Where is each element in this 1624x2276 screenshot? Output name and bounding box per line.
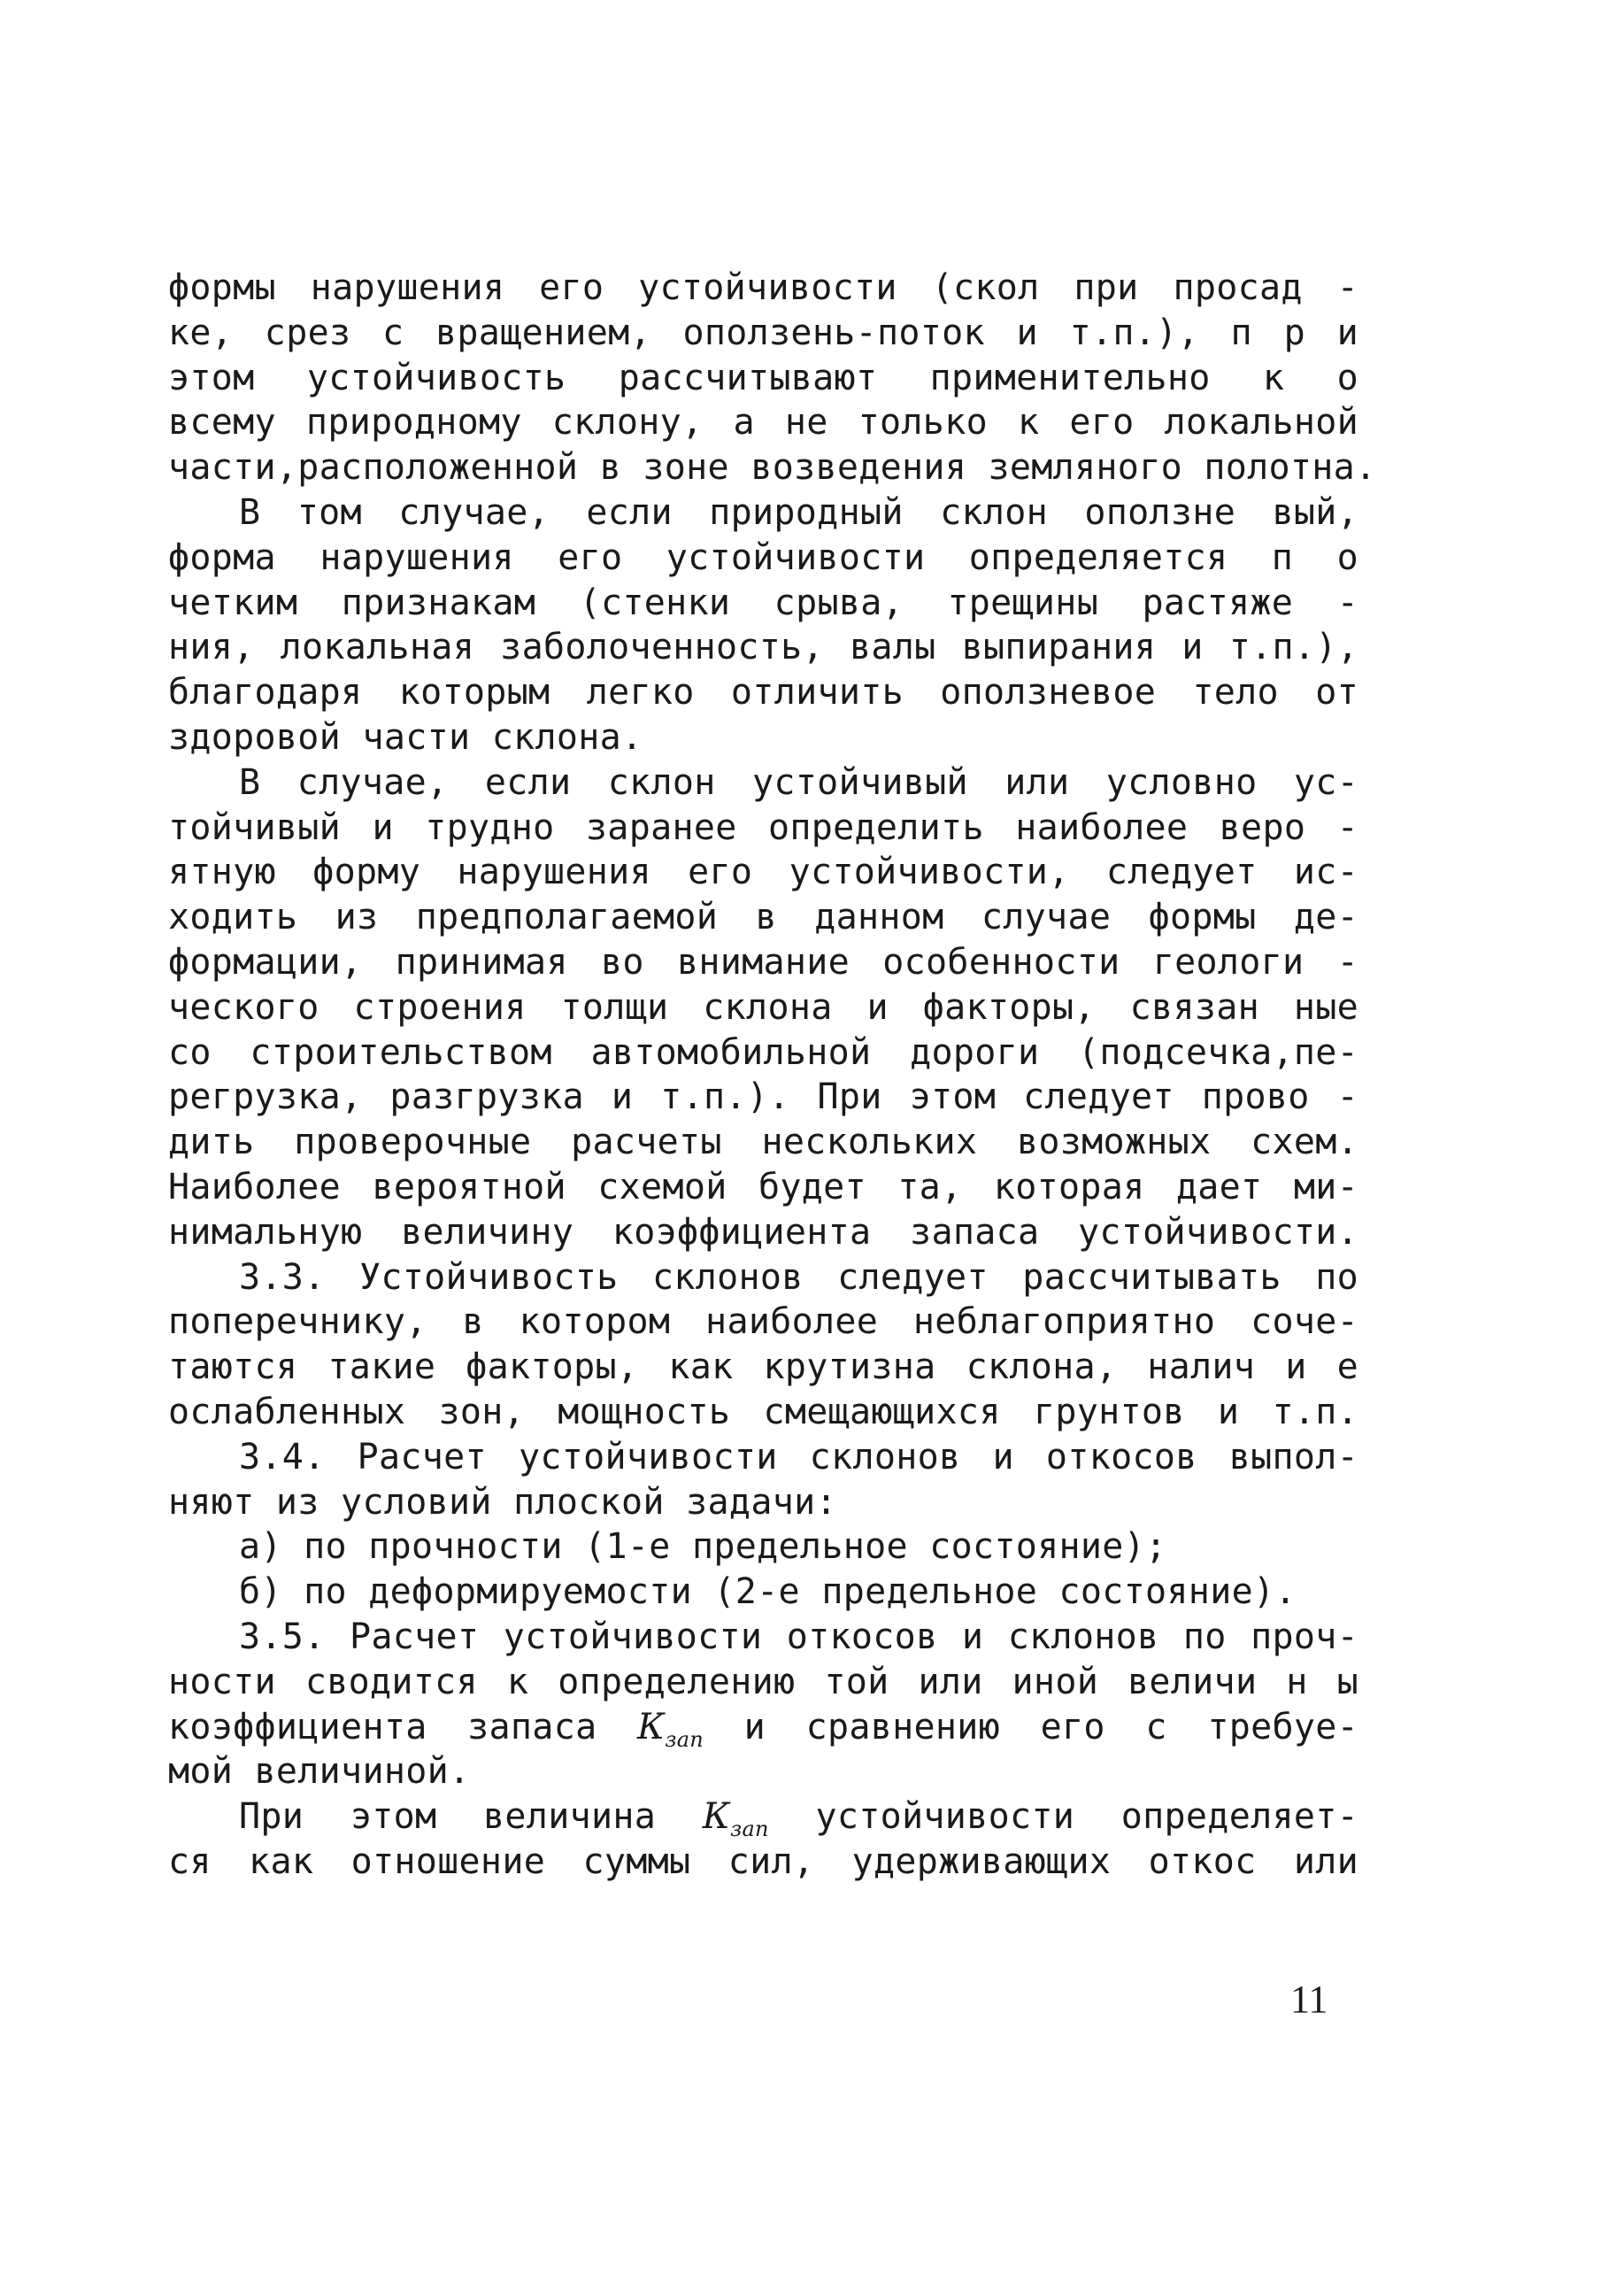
text-line: В том случае, если природный склон оползне вый, bbox=[239, 491, 1358, 533]
text-line: мой величиной. bbox=[168, 1751, 471, 1793]
text-line: здоровой части склона. bbox=[168, 716, 643, 758]
text-line: ся как отношение суммы сил, удерживающих откос или bbox=[168, 1840, 1358, 1882]
text-line: четким признакам (стенки срыва, трещины растяже - bbox=[168, 582, 1358, 623]
text-line: поперечнику, в котором наиболее неблагоприятно соче- bbox=[168, 1301, 1358, 1343]
text-line: ходить из предполагаемой в данном случае формы де- bbox=[168, 897, 1358, 938]
text-line: этом устойчивость рассчитывают применительно к о bbox=[168, 357, 1358, 398]
text-line: Наиболее вероятной схемой будет та, которая дает ми- bbox=[168, 1166, 1358, 1207]
text-line: нимальную величину коэффициента запаса устойчивости. bbox=[168, 1211, 1358, 1253]
k-zap-symbol bbox=[702, 1796, 769, 1842]
text-fragment: При этом величина bbox=[239, 1796, 703, 1838]
text-line: ности сводится к определению той или иной величи н ы bbox=[168, 1661, 1358, 1702]
list-item: а) по прочности (1-е предельное состояние); bbox=[239, 1526, 1167, 1568]
text-line bbox=[168, 1794, 1358, 1840]
text-fragment: коэффициента запаса bbox=[168, 1706, 638, 1748]
text-line: всему природному склону, а не только к его локальной bbox=[168, 402, 1358, 444]
text-line: дить проверочные расчеты нескольких возможных схем. bbox=[168, 1122, 1358, 1163]
text-line: ния, локальная заболоченность, валы выпирания и т.п.), bbox=[168, 627, 1358, 668]
text-line bbox=[168, 1705, 1358, 1750]
k-zap-symbol bbox=[637, 1706, 704, 1752]
text-line: 3.5. Расчет устойчивости откосов и склонов по проч- bbox=[239, 1616, 1358, 1657]
text-line: 3.3. Устойчивость склонов следует рассчитывать по bbox=[239, 1256, 1358, 1298]
text-line: ческого строения толщи склона и факторы, связан ные bbox=[168, 986, 1358, 1028]
text-line: формации, принимая во внимание особенности геологи - bbox=[168, 941, 1358, 983]
text-line: со строительством автомобильной дороги (подсечка,пе- bbox=[168, 1031, 1358, 1073]
text-line: ослабленных зон, мощность смещающихся грунтов и т.п. bbox=[168, 1391, 1358, 1432]
symbol-subscript: зап bbox=[665, 1726, 704, 1752]
text-line: ке, срез с вращением, оползень-поток и т.п.), п р и bbox=[168, 312, 1358, 353]
text-line: 3.4. Расчет устойчивости склонов и откосов выпол- bbox=[239, 1436, 1358, 1477]
body-text bbox=[168, 266, 1377, 1885]
text-line: таются такие факторы, как крутизна склона, налич и е bbox=[168, 1346, 1358, 1388]
text-fragment: и сравнению его с требуе- bbox=[704, 1706, 1359, 1748]
text-line: формы нарушения его устойчивости (скол при просад - bbox=[168, 267, 1358, 308]
text-line: няют из условий плоской задачи: bbox=[168, 1481, 837, 1523]
text-line: форма нарушения его устойчивости определяется п о bbox=[168, 536, 1358, 578]
symbol-letter: К bbox=[637, 1706, 666, 1748]
text-line: регрузка, разгрузка и т.п.). При этом следует прово - bbox=[168, 1076, 1358, 1118]
page-number: 11 bbox=[1290, 1978, 1328, 2021]
text-line: благодаря которым легко отличить оползневое тело от bbox=[168, 672, 1358, 714]
text-fragment: устойчивости определяет- bbox=[768, 1796, 1358, 1838]
symbol-subscript: зап bbox=[730, 1817, 769, 1842]
symbol-letter: К bbox=[702, 1796, 731, 1838]
text-line: части,расположенной в зоне возведения земляного полотна. bbox=[168, 447, 1377, 489]
text-line: В случае, если склон устойчивый или условно ус- bbox=[239, 761, 1358, 803]
text-line: тойчивый и трудно заранее определить наиболее веро - bbox=[168, 806, 1358, 848]
list-item: б) по деформируемости (2-е предельное состояние). bbox=[239, 1571, 1297, 1613]
text-line: ятную форму нарушения его устойчивости, следует ис- bbox=[168, 852, 1358, 893]
